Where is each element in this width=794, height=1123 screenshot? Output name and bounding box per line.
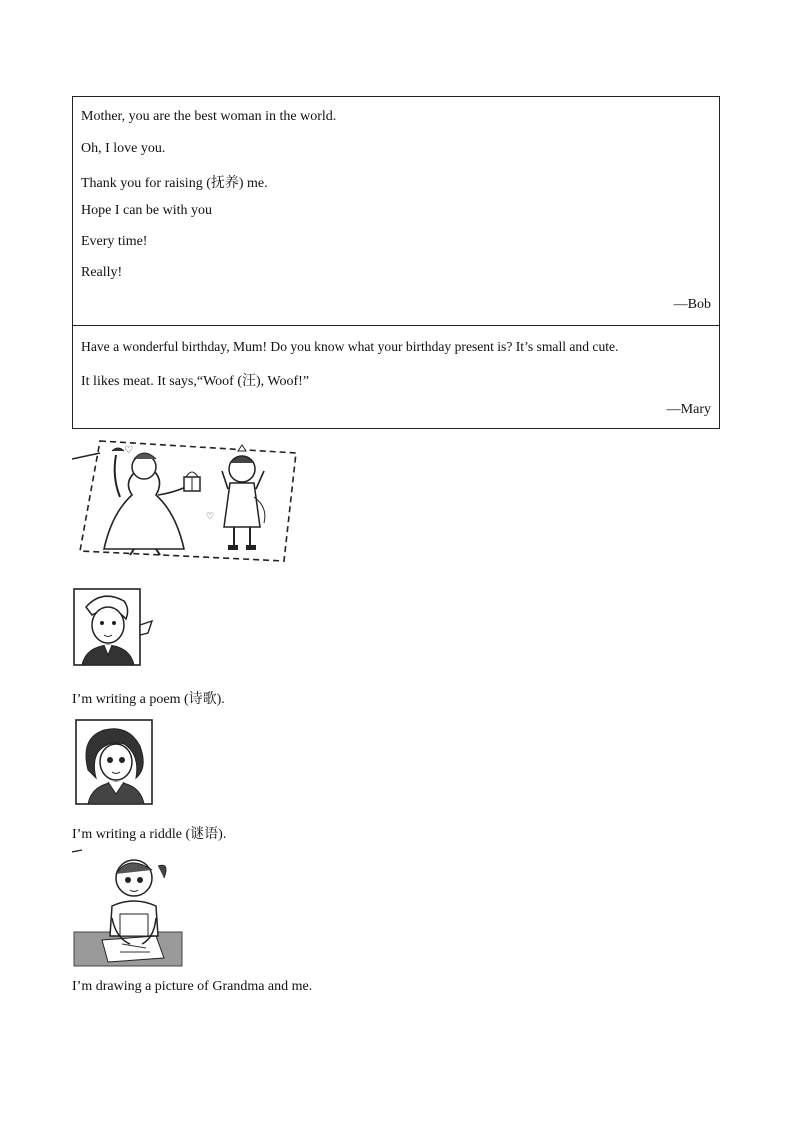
- girl-drawing-illustration: [72, 848, 186, 968]
- poem-line-6: Really!: [81, 265, 123, 280]
- poem-line-1: Mother, you are the best woman in the world.: [81, 109, 337, 124]
- poem-line-5: Every time!: [81, 234, 148, 249]
- card-divider: [73, 325, 719, 326]
- svg-text:♡: ♡: [206, 511, 215, 521]
- caption-poem: I’m writing a poem (诗歌).: [72, 692, 225, 707]
- svg-text:♡: ♡: [124, 445, 133, 456]
- poem-line-4: Hope I can be with you: [81, 203, 213, 218]
- woman-portrait-illustration: [74, 718, 158, 808]
- poem-signature: —Bob: [673, 297, 711, 312]
- birthday-line-1: Have a wonderful birthday, Mum! Do you know what your birthday present is? It’s small and cute.: [81, 339, 619, 354]
- poem-line-3: Thank you for raising (抚养) me.: [81, 176, 268, 191]
- caption-drawing: I’m drawing a picture of Grandma and me.: [72, 979, 313, 994]
- birthday-signature: —Mary: [666, 402, 711, 417]
- boy-portrait-illustration: [72, 585, 156, 669]
- caption-riddle: I’m writing a riddle (谜语).: [72, 827, 227, 842]
- letters-box: [72, 96, 720, 429]
- poem-line-2: Oh, I love you.: [81, 141, 166, 156]
- mother-and-girl-illustration: [72, 437, 298, 565]
- birthday-line-2: It likes meat. It says,“Woof (汪), Woof!”: [81, 374, 310, 389]
